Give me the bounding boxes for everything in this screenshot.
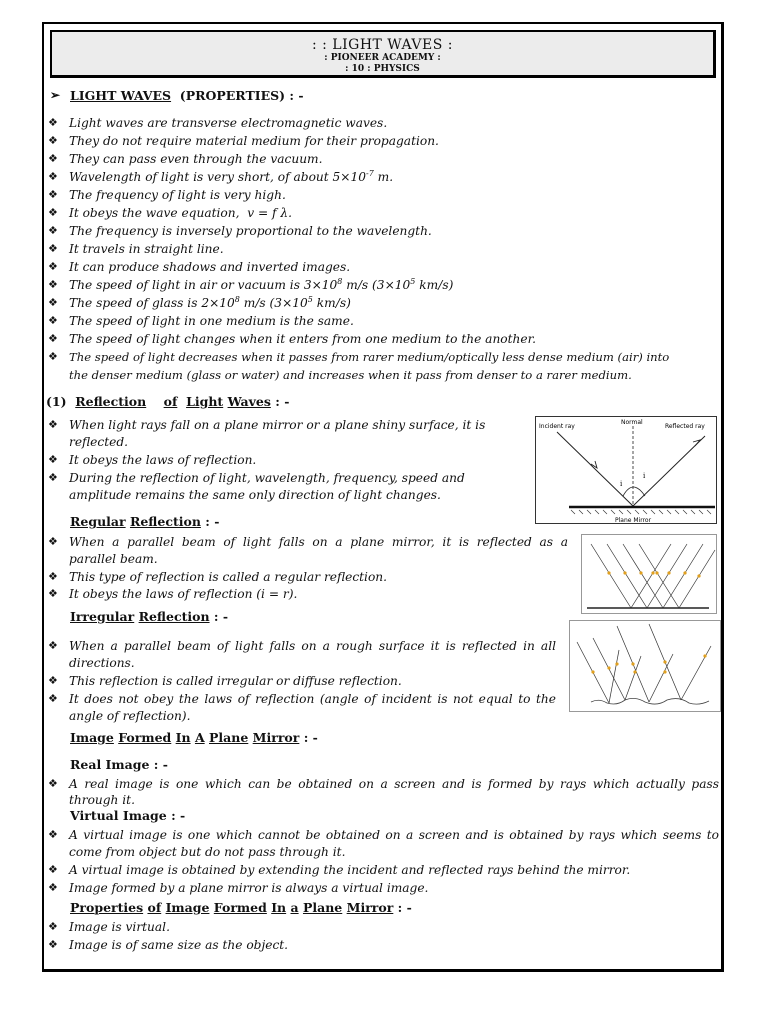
list-item: It does not obey the laws of reflection (angle of incident is not equal to the xyxy=(69,692,556,706)
exponent: 8 xyxy=(337,276,343,286)
list-item: A virtual image is one which cannot be obtained on a screen and is obtained by rays which seems to xyxy=(69,828,719,842)
mirror-label: Plane Mirror xyxy=(615,517,652,524)
bullet-icon: ❖ xyxy=(48,938,58,951)
page-title: : : LIGHT WAVES : xyxy=(311,37,454,53)
heading-word: Formed xyxy=(213,900,267,915)
list-item: Image formed by a plane mirror is always a virtual image. xyxy=(69,881,429,895)
heading-word: Plane xyxy=(209,730,249,745)
list-item xyxy=(69,168,393,186)
heading-word: of xyxy=(163,394,178,409)
list-item-cont: the denser medium (glass or water) and increases when it pass from denser to a rarer medium. xyxy=(69,368,632,382)
list-item-cont: come from object but do not pass through it. xyxy=(69,845,346,859)
regular-reflection-diagram xyxy=(581,534,717,614)
heading-word: Mirror xyxy=(346,900,394,915)
irregular-reflection-diagram xyxy=(569,620,721,712)
diagram-border xyxy=(582,535,717,614)
heading-word: In xyxy=(271,900,287,915)
heading-tail: : - xyxy=(200,514,220,529)
normal-label: Normal xyxy=(621,419,643,426)
list-item-cont: amplitude remains the same only direction of light changes. xyxy=(69,488,441,502)
angle-r-label: i xyxy=(643,472,646,480)
properties-of-image-heading xyxy=(70,900,412,915)
section-number: (1) xyxy=(46,394,67,409)
heading-word: A xyxy=(194,730,205,745)
bullet-icon: ❖ xyxy=(48,260,58,273)
heading-word: Image xyxy=(70,730,114,745)
list-item: Light waves are transverse electromagnetic waves. xyxy=(69,116,388,130)
heading-word: Reflection xyxy=(75,394,147,409)
heading-word: Properties xyxy=(70,900,144,915)
properties-heading xyxy=(70,88,304,103)
heading-word: In xyxy=(175,730,191,745)
bullet-icon: ❖ xyxy=(48,296,58,309)
list-item: It obeys the laws of reflection. xyxy=(69,453,257,467)
glass-speed-text: The speed of glass is 2×10 xyxy=(69,296,235,310)
bullet-icon: ❖ xyxy=(48,587,58,600)
list-item: They can pass even through the vacuum. xyxy=(69,152,323,166)
exponent: 8 xyxy=(234,294,240,304)
list-item: The frequency is inversely proportional to the wavelength. xyxy=(69,224,432,238)
heading-word: Reflection xyxy=(129,514,201,529)
list-item: A real image is one which can be obtained on a screen and is formed by rays which actually pass xyxy=(69,777,719,791)
image-formed-heading xyxy=(70,730,318,745)
heading-word: Reflection xyxy=(138,609,210,624)
list-item: The speed of light changes when it enters from one medium to the another. xyxy=(69,332,536,346)
incident-ray-label: Incident ray xyxy=(539,423,575,430)
bullet-icon: ❖ xyxy=(48,170,58,183)
list-item: It obeys the laws of reflection (i = r). xyxy=(69,587,298,601)
list-item xyxy=(69,204,292,222)
heading-word: Irregular xyxy=(70,609,135,624)
bullet-icon: ❖ xyxy=(48,350,58,363)
bullet-icon: ❖ xyxy=(48,453,58,466)
bullet-icon: ❖ xyxy=(48,535,58,548)
academy-name: : PIONEER ACADEMY : xyxy=(324,53,441,63)
list-item: This type of reflection is called a regular reflection. xyxy=(69,570,388,584)
heading-word: Waves xyxy=(227,394,271,409)
bullet-icon: ❖ xyxy=(48,828,58,841)
bullet-icon: ❖ xyxy=(48,206,58,219)
wave-equation: v = f λ. xyxy=(247,206,293,220)
heading-word: of xyxy=(147,900,162,915)
list-item-cont: angle of reflection). xyxy=(69,709,191,723)
bullet-icon: ❖ xyxy=(48,692,58,705)
bullet-icon: ❖ xyxy=(48,639,58,652)
glass-speed-rest: m/s (3×10 xyxy=(239,296,308,310)
heading-word: Regular xyxy=(70,514,126,529)
real-image-heading: Real Image : - xyxy=(70,757,168,772)
diagram-border xyxy=(570,621,721,712)
properties-heading-rest: (PROPERTIES) : - xyxy=(179,88,304,103)
list-item: When a parallel beam of light falls on a rough surface it is reflected in all xyxy=(69,639,556,653)
list-item: Image is of same size as the object. xyxy=(69,938,289,952)
bullet-icon: ❖ xyxy=(48,471,58,484)
bullet-icon: ❖ xyxy=(48,188,58,201)
list-item: This reflection is called irregular or diffuse reflection. xyxy=(69,674,402,688)
subject-label: : 10 : PHYSICS xyxy=(345,64,420,74)
list-item: The speed of light in one medium is the same. xyxy=(69,314,354,328)
heading-tail: : - xyxy=(209,609,229,624)
list-item: Image is virtual. xyxy=(69,920,170,934)
heading-tail: : - xyxy=(299,730,318,745)
bullet-icon: ❖ xyxy=(48,674,58,687)
bullet-icon: ❖ xyxy=(48,134,58,147)
list-item: The frequency of light is very high. xyxy=(69,188,286,202)
virtual-image-heading: Virtual Image : - xyxy=(70,808,186,823)
bullet-icon: ❖ xyxy=(48,116,58,129)
bullet-icon: ❖ xyxy=(48,920,58,933)
heading-tail: : - xyxy=(393,900,412,915)
bullet-icon: ❖ xyxy=(48,777,58,790)
bullet-icon: ❖ xyxy=(48,332,58,345)
bullet-icon: ❖ xyxy=(48,570,58,583)
wave-eq-text: It obeys the wave equation, xyxy=(69,206,240,220)
reflection-heading xyxy=(46,394,289,409)
header-box xyxy=(50,30,716,78)
list-item xyxy=(69,276,453,294)
list-item: The speed of light decreases when it passes from rarer medium/optically less dense medium (air) into xyxy=(69,350,670,364)
section-arrow-icon: ➢ xyxy=(50,88,61,102)
list-item: A virtual image is obtained by extending the incident and reflected rays behind the mirror. xyxy=(69,863,631,877)
reflected-ray-label: Reflected ray xyxy=(665,423,705,430)
air-speed-text: The speed of light in air or vacuum is 3×10 xyxy=(69,278,338,292)
heading-word: Image xyxy=(165,900,210,915)
regular-heading xyxy=(70,514,219,529)
list-item xyxy=(69,294,351,312)
exponent: 5 xyxy=(410,276,416,286)
heading-word: Light xyxy=(186,394,224,409)
bullet-icon: ❖ xyxy=(48,152,58,165)
list-item: When light rays fall on a plane mirror or a plane shiny surface, it is xyxy=(69,418,486,432)
list-item-cont: parallel beam. xyxy=(69,552,158,566)
unit: km/s) xyxy=(415,278,454,292)
bullet-icon: ❖ xyxy=(48,224,58,237)
bullet-icon: ❖ xyxy=(48,242,58,255)
list-item: They do not require material medium for their propagation. xyxy=(69,134,439,148)
air-speed-rest: m/s (3×10 xyxy=(342,278,411,292)
heading-word: Formed xyxy=(118,730,172,745)
list-item-cont: through it. xyxy=(69,793,135,807)
heading-word: a xyxy=(290,900,299,915)
bullet-icon: ❖ xyxy=(48,881,58,894)
exponent: -7 xyxy=(366,168,374,178)
heading-word: Mirror xyxy=(252,730,300,745)
irregular-heading xyxy=(70,609,228,624)
reflection-diagram xyxy=(535,416,717,524)
bullet-icon: ❖ xyxy=(48,314,58,327)
list-item: During the reflection of light, wavelength, frequency, speed and xyxy=(69,471,465,485)
unit: m. xyxy=(373,170,394,184)
unit: km/s) xyxy=(312,296,351,310)
exponent: 5 xyxy=(307,294,313,304)
heading-tail: : - xyxy=(270,394,290,409)
heading-word: Plane xyxy=(302,900,343,915)
bullet-icon: ❖ xyxy=(48,278,58,291)
list-item: It can produce shadows and inverted images. xyxy=(69,260,351,274)
wavelength-text: Wavelength of light is very short, of about 5×10 xyxy=(69,170,366,184)
bullet-icon: ❖ xyxy=(48,863,58,876)
list-item-cont: directions. xyxy=(69,656,135,670)
bullet-icon: ❖ xyxy=(48,418,58,431)
angle-i-label: i xyxy=(620,480,623,488)
properties-heading-main: LIGHT WAVES xyxy=(70,88,172,103)
list-item: When a parallel beam of light falls on a plane mirror, it is reflected as a xyxy=(69,535,568,549)
list-item-cont: reflected. xyxy=(69,435,128,449)
list-item: It travels in straight line. xyxy=(69,242,224,256)
